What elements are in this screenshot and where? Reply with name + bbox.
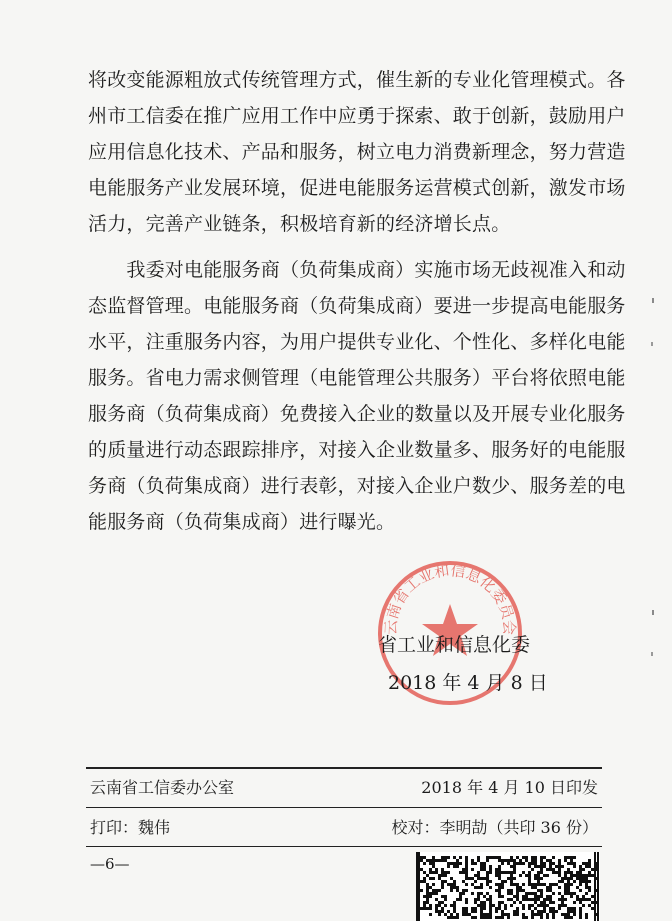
issue-date: 2018 年 4 月 8 日 xyxy=(388,672,548,694)
body-line: 态监督管理。电能服务商（负荷集成商）要进一步提高电能服务 xyxy=(88,295,626,317)
body-line: 服务商（负荷集成商）免费接入企业的数量以及开展专业化服务 xyxy=(88,403,626,425)
footer-middle-rule xyxy=(86,807,602,808)
scan-edge-marks xyxy=(640,290,660,670)
body-text xyxy=(88,62,626,540)
body-line: 应用信息化技术、产品和服务，树立电力消费新理念，努力营造 xyxy=(88,141,626,163)
body-line: 的质量进行动态跟踪排序，对接入企业数量多、服务好的电能服 xyxy=(88,439,626,461)
proofreader-name: 校对：李明劼（共印 36 份） xyxy=(391,818,598,837)
body-line: 活力，完善产业链条，积极培育新的经济增长点。 xyxy=(88,213,511,235)
body-line: 我委对电能服务商（负荷集成商）实施市场无歧视准入和动 xyxy=(88,259,626,281)
body-line: 务商（负荷集成商）进行表彰，对接入企业户数少、服务差的电 xyxy=(88,475,626,497)
body-line: 电能服务产业发展环境，促进电能服务运营模式创新，激发市场 xyxy=(88,177,626,199)
printer-name: 打印：魏伟 xyxy=(90,818,171,837)
body-line: 能服务商（负荷集成商）进行曝光。 xyxy=(88,511,396,533)
issuer-name: 省工业和信息化委 xyxy=(378,634,531,656)
body-line: 州市工信委在推广应用工作中应勇于探索、敢于创新，鼓励用户 xyxy=(88,105,626,127)
body-line: 将改变能源粗放式传统管理方式，催生新的专业化管理模式。各 xyxy=(88,69,626,91)
page-number: —6— xyxy=(90,855,130,873)
print-date: 2018 年 4 月 10 日印发 xyxy=(421,778,598,797)
body-line: 服务。省电力需求侧管理（电能管理公共服务）平台将依照电能 xyxy=(88,367,626,389)
footer-bottom-rule xyxy=(86,846,602,847)
issuing-office: 云南省工信委办公室 xyxy=(90,778,235,797)
footer-top-rule xyxy=(86,767,602,769)
seal-text: 云南省工业和信息化委员会 xyxy=(381,561,519,636)
body-line: 水平，注重服务内容，为用户提供专业化、个性化、多样化电能 xyxy=(88,331,626,353)
barcode-icon xyxy=(416,852,600,921)
